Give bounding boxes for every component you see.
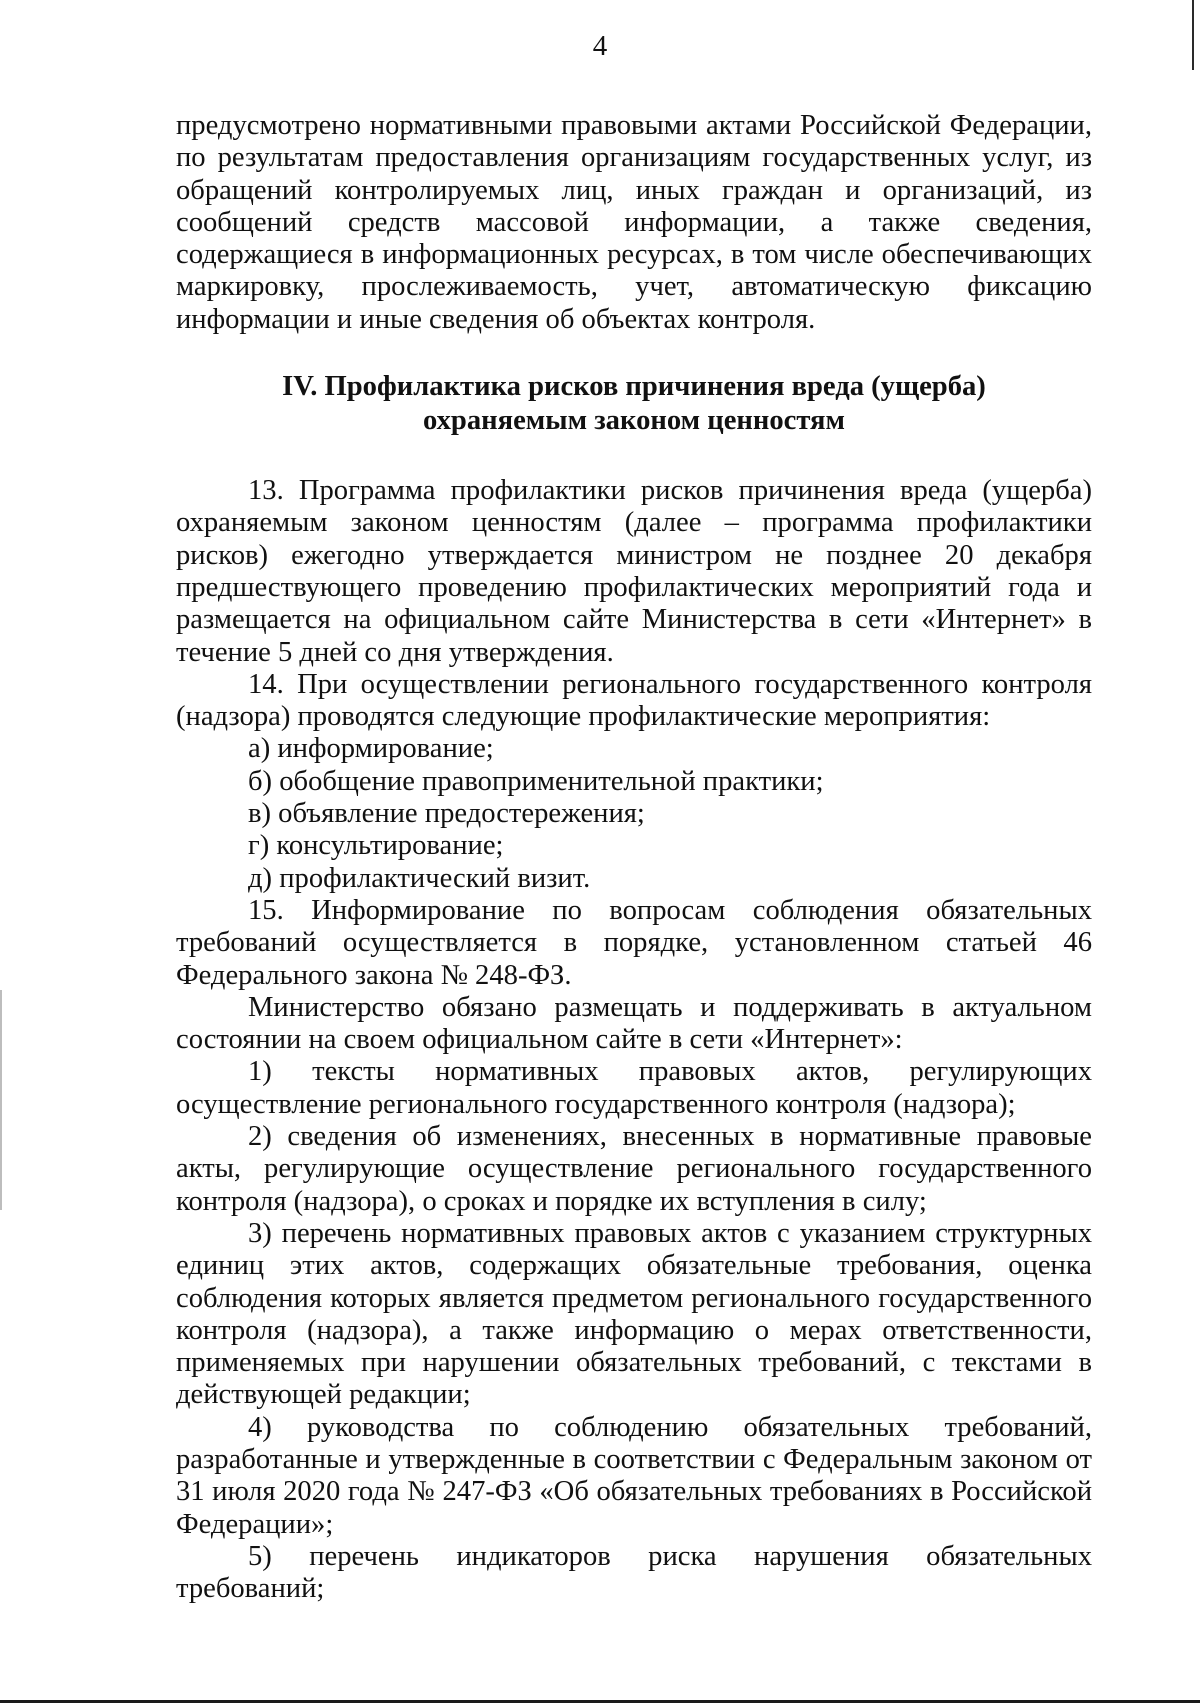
clause-13: 13. Программа профилактики рисков причинения вреда (ущерба) охраняемым законом ценностям (далее – программа профилактики рисков) ежегодно утверждается министром не позднее 20 декабря предшествующего проведению профилактических мероприятий года и размещается на официальном сайте Министерства в сети «Интернет» в течение 5 дней со дня утверждения.: [176, 475, 1092, 668]
numbered-item-2: 2) сведения об изменениях, внесенных в нормативные правовые акты, регулирующие осуществление регионального государственного контроля (надзора), о сроках и порядке их вступления в силу;: [176, 1121, 1092, 1217]
document-body: [176, 110, 1092, 1605]
numbered-item-5: 5) перечень индикаторов риска нарушения обязательных требований;: [176, 1540, 1092, 1605]
list-item-v: в) объявление предостережения;: [248, 798, 645, 830]
clause-14: 14. При осуществлении регионального государственного контроля (надзора) проводятся следующие профилактические мероприятия:: [176, 668, 1092, 733]
numbered-item-3: 3) перечень нормативных правовых актов с указанием структурных единиц этих актов, содержащих обязательные требования, оценка соблюдения которых является предметом регионального государственного контроля (надзора), а также информацию о мерах ответственности, применяемых при нарушении обязательных требований, с текстами в действующей редакции;: [176, 1217, 1092, 1411]
section-heading-line-2: охраняемым законом ценностям: [423, 405, 845, 437]
numbered-item-4: 4) руководства по соблюдению обязательных требований, разработанные и утвержденные в соответствии с Федеральным законом от 31 июля 2020 года № 247-ФЗ «Об обязательных требованиях в Российской Федерации»;: [176, 1411, 1092, 1540]
clause-15: 15. Информирование по вопросам соблюдения обязательных требований осуществляется в порядке, установленном статьей 46 Федерального закона № 248-ФЗ.: [176, 894, 1092, 991]
intro-paragraph: предусмотрено нормативными правовыми актами Российской Федерации, по результатам предоставления организациям государственных услуг, из обращений контролируемых лиц, иных граждан и организаций, из сообщений средств массовой информации, а также сведения, содержащиеся в информационных ресурсах, в том числе обеспечивающих маркировку, прослеживаемость, учет, автоматическую фиксацию информации и иные сведения об объектах контроля.: [176, 110, 1092, 335]
list-item-b: б) обобщение правоприменительной практики;: [248, 765, 824, 797]
page-number: 4: [592, 30, 608, 62]
numbered-item-1: 1) тексты нормативных правовых актов, регулирующих осуществление регионального государственного контроля (надзора);: [176, 1056, 1092, 1120]
ministry-obligation-paragraph: Министерство обязано размещать и поддерживать в актуальном состоянии на своем официальном сайте в сети «Интернет»:: [176, 991, 1092, 1056]
section-heading-line-1: IV. Профилактика рисков причинения вреда (ущерба): [282, 371, 986, 403]
list-item-g: г) консультирование;: [248, 830, 504, 862]
list-item-a: а) информирование;: [248, 733, 494, 765]
list-item-d: д) профилактический визит.: [248, 862, 591, 894]
scan-edge-mark: [0, 990, 2, 1210]
section-heading: [176, 370, 1092, 438]
